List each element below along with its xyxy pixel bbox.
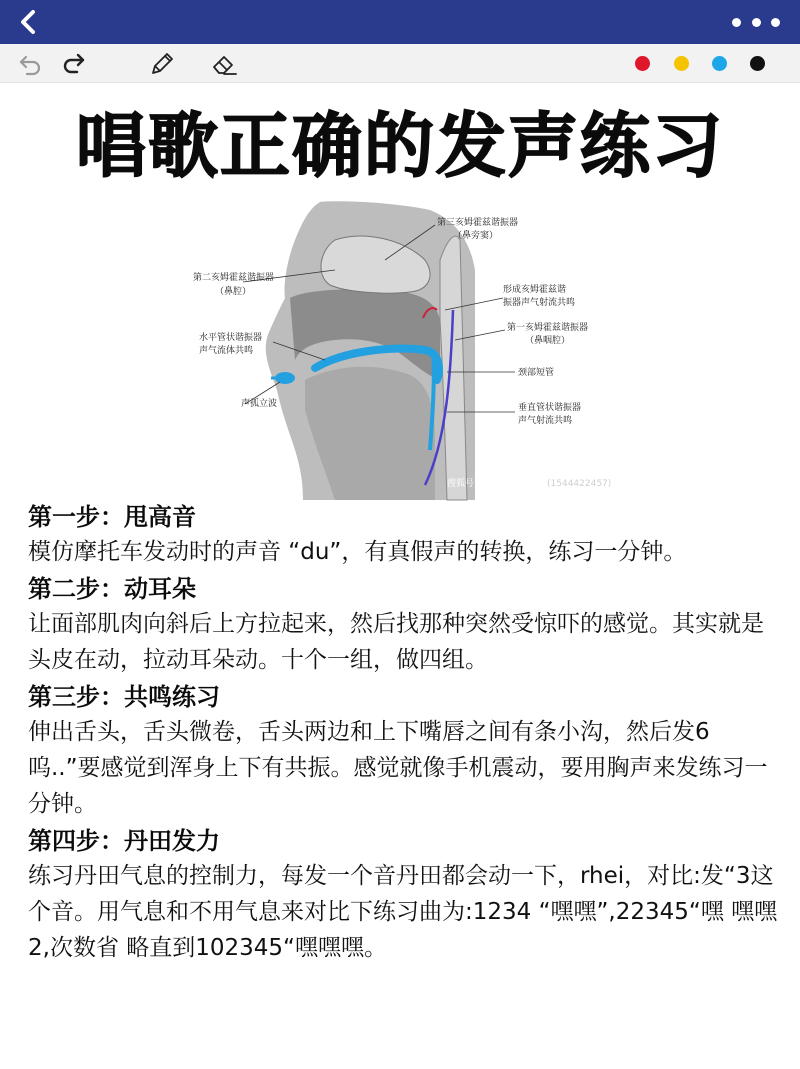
step-heading: 第三步：共鸣练习 [28,683,220,711]
label-vertical-resonator: 垂直管状谐振器 [518,403,582,413]
more-dot-icon [752,18,761,27]
drawing-toolbar [0,44,800,83]
color-swatch-black[interactable] [750,56,765,71]
back-button[interactable] [14,7,44,37]
label-neck-tube: 颈部短管 [518,368,555,378]
label-vertical-resonator-sub: 声气射流共鸣 [518,416,573,426]
label-second-resonator: 第二亥姆霍兹谐振器 [193,273,275,283]
watermark-id: (1544422457) [547,479,612,489]
color-swatch-red[interactable] [635,56,650,71]
eraser-tool-button[interactable] [210,52,236,76]
step-body: 练习丹田气息的控制力，每发一个音丹田都会动一下，rhei，对比:发“3这个音。用气息和不用气息来对比下练习曲为:1234 “嘿嘿”,22345“嘿 嘿嘿2,次数省 略直到102345“嘿嘿嘿。 [28,863,778,961]
step-heading: 第四步：丹田发力 [28,827,220,855]
step-body: 让面部肌肉向斜后上方拉起来，然后找那种突然受惊吓的感觉。其实就是头皮在动，拉动耳朵动。十个一组，做四组。 [28,611,764,673]
label-jet-resonance-sub: 振器声气射流共鸣 [503,298,576,308]
label-solitary-wave: 声孤立波 [241,399,278,409]
label-horizontal-resonator-sub: 声气流体共鸣 [199,346,254,356]
top-bar [0,0,800,44]
color-swatch-yellow[interactable] [674,56,689,71]
redo-button[interactable] [60,52,86,76]
vocal-tract-illustration [185,200,615,502]
step-body: 伸出舌头，舌头微卷，舌头两边和上下嘴唇之间有条小沟，然后发6呜..”要感觉到浑身上下有共振。感觉就像手机震动，要用胸声来发练习一分钟。 [28,719,768,817]
watermark-label: 搜狐号 [447,479,475,489]
label-horizontal-resonator: 水平管状谐振器 [199,333,263,343]
pencil-tool-button[interactable] [148,52,174,76]
page-title: 唱歌正确的发声练习 [76,105,724,187]
label-second-resonator-sub: （鼻腔） [215,287,252,297]
label-first-resonator: 第一亥姆霍兹谐振器 [507,323,589,333]
steps-content [28,500,778,968]
more-dot-icon [732,18,741,27]
step-body: 模仿摩托车发动时的声音 “du”，有真假声的转换，练习一分钟。 [28,539,687,565]
step-heading: 第一步：甩高音 [28,503,196,531]
eraser-icon [210,52,238,76]
step-heading: 第二步：动耳朵 [28,575,196,603]
more-options-button[interactable] [732,10,780,34]
label-first-resonator-sub: （鼻咽腔） [525,336,571,346]
pencil-icon [148,52,174,76]
vocal-tract-diagram [185,200,615,502]
label-jet-resonance: 形成亥姆霍兹谐 [503,285,567,295]
undo-icon [18,52,44,76]
redo-icon [60,52,86,76]
chevron-left-icon [14,7,44,37]
label-third-resonator-sub: （鼻旁窦） [453,231,499,241]
color-swatch-blue[interactable] [712,56,727,71]
undo-button[interactable] [18,52,44,76]
more-dot-icon [771,18,780,27]
label-third-resonator: 第三亥姆霍兹谐振器 [437,218,519,228]
